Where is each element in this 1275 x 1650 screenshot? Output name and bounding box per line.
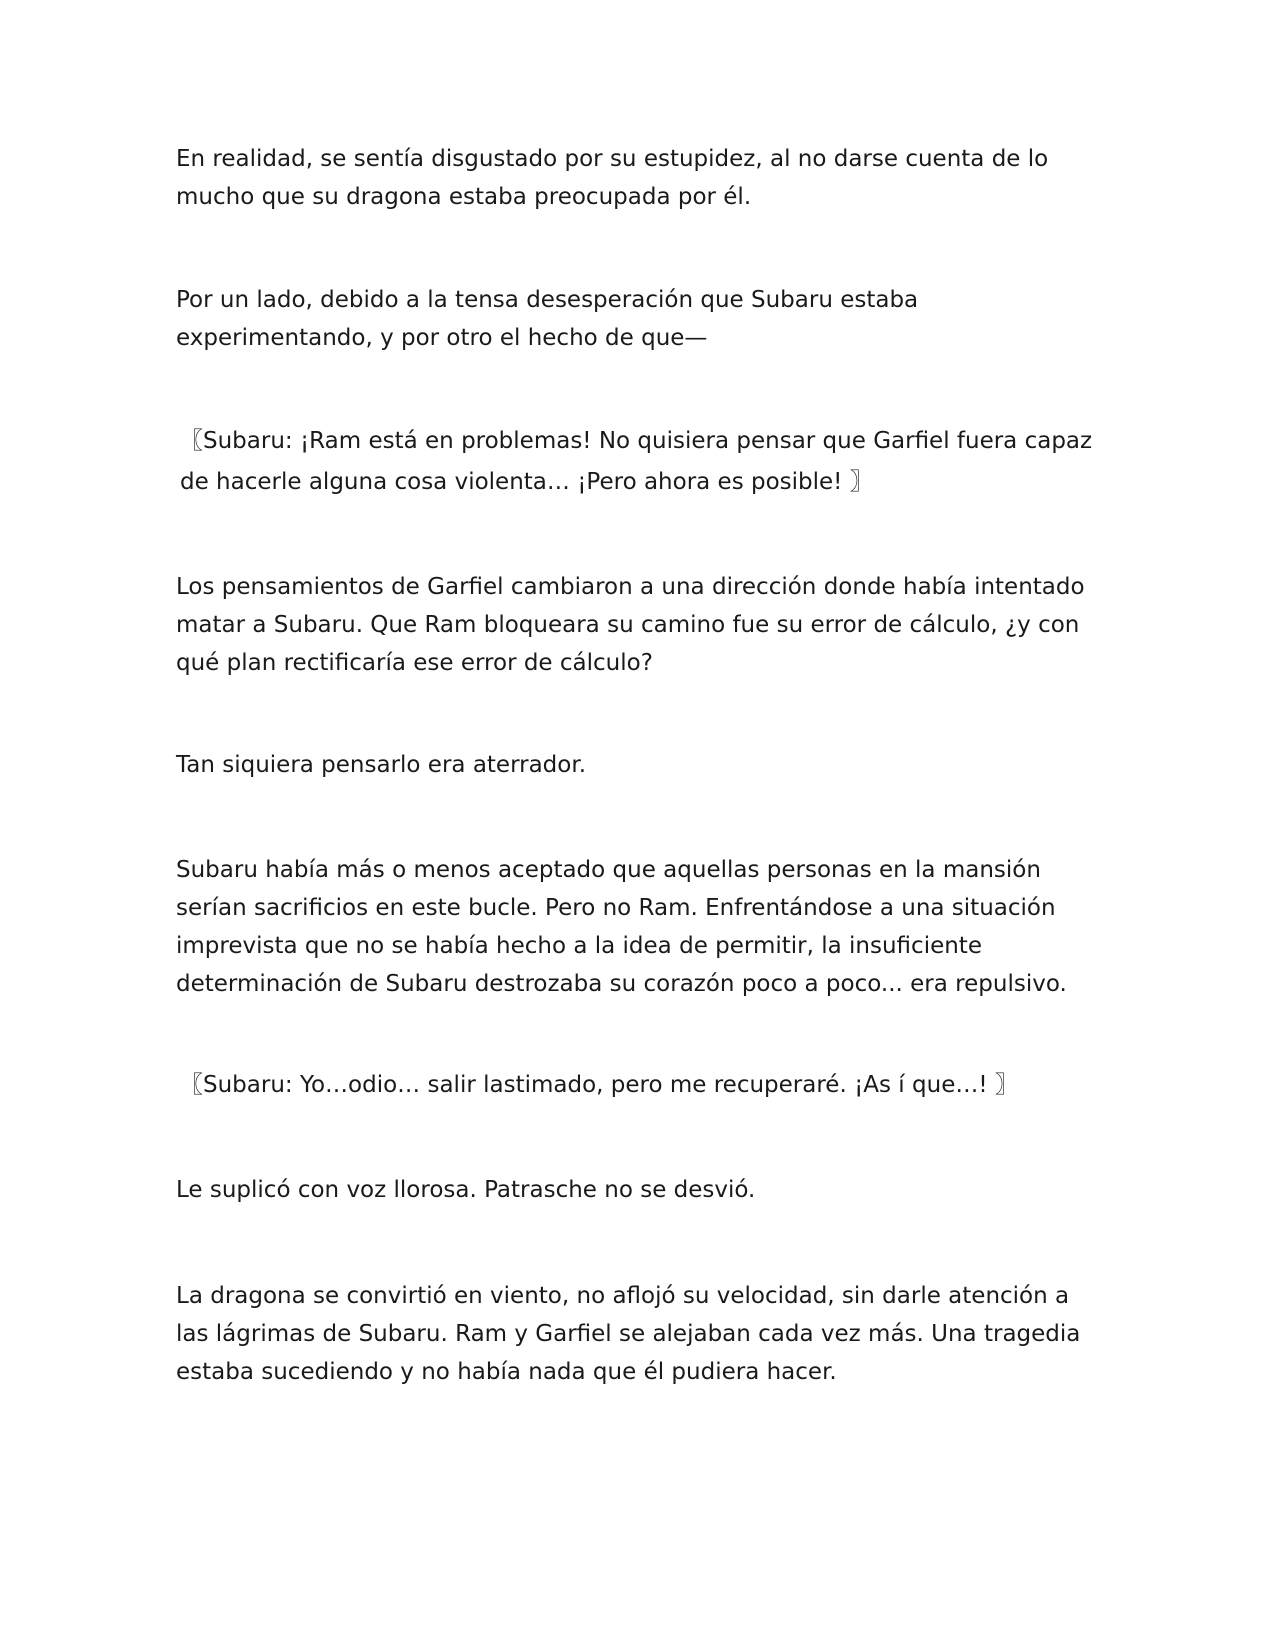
paragraph-garfiel-thoughts: Los pensamientos de Garfiel cambiaron a una dirección donde había intentado matar a Subaru. Que Ram bloqueara su camino fue su error de cálculo, ¿y con qué plan rectificaría ese error de cálculo? <box>176 574 1085 676</box>
paragraph-dragon-wind: La dragona se convirtió en viento, no aflojó su velocidad, sin darle atención a las lágrimas de Subaru. Ram y Garfiel se alejaban cada vez más. Una tragedia estaba sucediendo y no había nada que él pudiera hacer. <box>176 1283 1081 1385</box>
paragraph-disgust: En realidad, se sentía disgustado por su estupidez, al no darse cuenta de lo mucho que su dragona estaba preocupada por él. <box>176 146 1049 210</box>
paragraph-plea: Le suplicó con voz llorosa. Patrasche no se desvió. <box>176 1177 756 1203</box>
dialogue-subaru-recover: 〖Subaru: Yo…odio… salir lastimado, pero me recuperaré. ¡As í que…! 〗 <box>180 1072 1018 1098</box>
dialogue-subaru-ram-problems: 〖Subaru: ¡Ram está en problemas! No quisiera pensar que Garfiel fuera capaz de hacerle alguna cosa violenta… ¡Pero ahora es posible! 〗 <box>180 428 1093 495</box>
paragraph-desperation: Por un lado, debido a la tensa desesperación que Subaru estaba experimentando, y por otro el hecho de que— <box>176 287 919 351</box>
paragraph-sacrifices: Subaru había más o menos aceptado que aquellas personas en la mansión serían sacrificios en este bucle. Pero no Ram. Enfrentándose a una situación imprevista que no se había hecho a la idea de permitir, la insuficiente determinación de Subaru destrozaba su corazón poco a poco... era repulsivo. <box>176 857 1067 997</box>
paragraph-terrifying: Tan siquiera pensarlo era aterrador. <box>176 752 587 778</box>
